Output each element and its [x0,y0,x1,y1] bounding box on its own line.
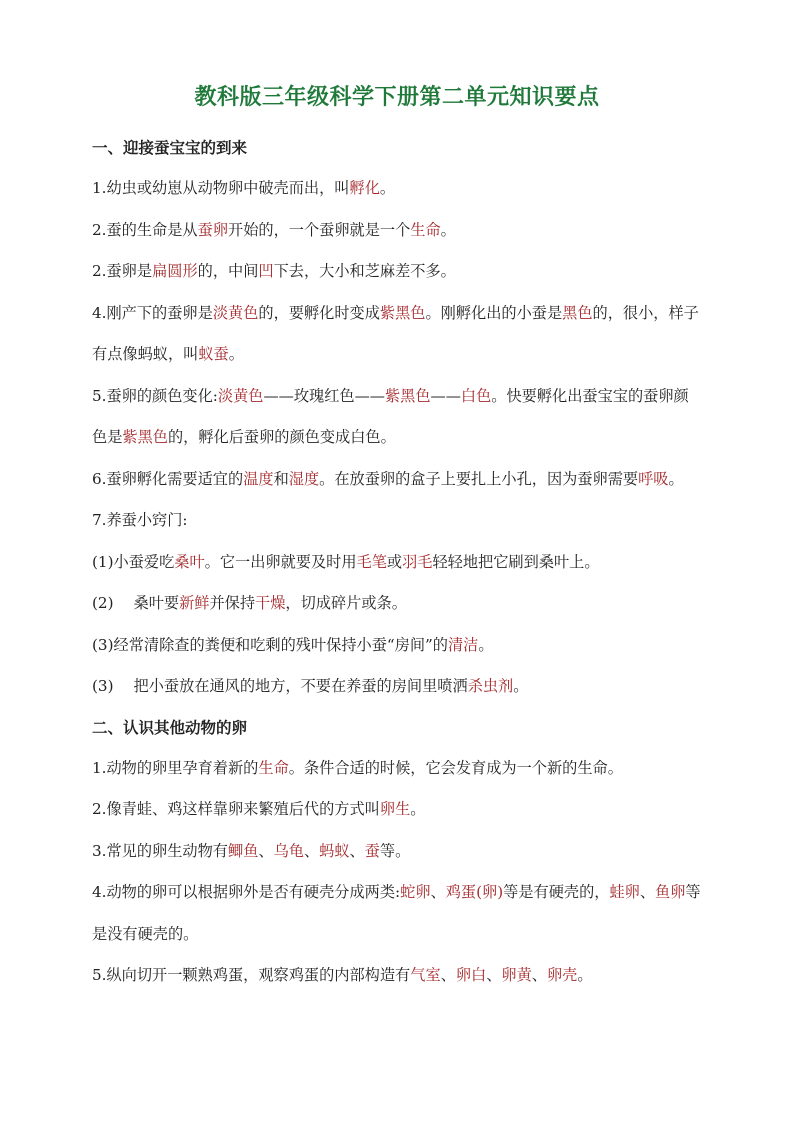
text-segment: 、 [440,966,456,984]
text-segment: 和 [273,469,289,488]
text-segment: 。 [478,635,494,654]
highlighted-term: 干燥 [255,594,286,612]
text-segment: 。 [577,966,593,984]
text-segment: 、 [486,966,502,984]
highlighted-term: 卵生 [379,800,411,818]
paragraph [92,748,702,790]
highlighted-term: 卵黄 [501,966,532,984]
highlighted-term: 蚕卵 [197,220,228,239]
highlighted-term: 蚁蚕 [198,345,229,363]
paragraph [92,789,702,831]
text-segment: 等。 [379,841,411,860]
highlighted-term: 卵壳 [546,966,578,984]
text-segment: 。它一出卵就要及时用 [204,552,357,571]
text-segment: 5.蚕卵的颜色变化: [92,386,218,405]
text-segment: 。 [440,220,456,239]
text-segment: 、 [349,841,365,860]
highlighted-term: 黑色 [562,303,593,322]
text-segment: 2.像青蛙、鸡这样靠卵来繁殖后代的方式叫 [92,800,380,818]
text-segment: 。 [379,179,396,197]
section-heading: 二、认识其他动物的卵 [92,718,248,737]
paragraph [92,831,702,873]
paragraph [92,872,702,955]
highlighted-term: 新鲜 [179,594,210,612]
text-segment: 。条件合适的时候，它会发育成为一个新的生命。 [288,758,623,777]
text-segment: 、 [430,883,446,901]
text-segment: 。刚孵化出的小蚕是 [425,303,563,322]
text-segment: —— [430,386,461,405]
text-segment: 。 [513,677,529,695]
text-segment: 。 [228,345,244,363]
highlighted-term: 蚕 [364,841,380,860]
highlighted-term: 羽毛 [402,552,433,571]
text-segment: (3) 把小蚕放在通风的地方，不要在养蚕的房间里喷洒 [92,677,468,695]
text-segment: 。 [410,800,426,818]
text-segment: 6.蚕卵孵化需要适宜的 [92,469,244,488]
highlighted-term: 湿度 [288,469,320,488]
highlighted-term: 鸡蛋(卵) [445,883,504,901]
highlighted-term: 白色 [460,386,492,405]
text-segment: 。 [668,469,684,488]
highlighted-term: 蛇卵 [400,883,431,901]
text-segment: ，切成碎片或条。 [285,594,407,612]
highlighted-term: 蚂蚁 [319,841,350,860]
text-segment: 或 [386,552,403,571]
paragraph [92,251,702,293]
text-segment: 1.动物的卵里孕育着新的 [92,758,259,777]
paragraph [92,500,702,542]
text-segment: 等是有硬壳的， [503,883,610,901]
text-segment: (1)小蚕爱吃 [92,552,175,571]
text-segment: 4.刚产下的蚕卵是 [92,303,213,322]
highlighted-term: 毛笔 [356,552,387,571]
paragraph [92,625,702,667]
paragraph [92,168,702,210]
text-segment: (2) 桑叶要 [92,594,180,612]
highlighted-term: 紫黑色 [379,303,426,322]
text-segment: 。快要孵化出蚕宝宝的蚕卵颜色是 [92,386,689,446]
highlighted-term: 淡黄色 [212,303,259,322]
paragraph [92,666,702,708]
text-segment: 、 [639,883,656,901]
text-segment: 、 [303,841,320,860]
text-segment: 5.纵向切开一颗熟鸡蛋，观察鸡蛋的内部构造有 [92,966,411,984]
paragraph [92,542,702,584]
text-segment: 、 [531,966,547,984]
highlighted-term: 蛙卵 [609,883,640,901]
text-segment: 的，孵化后蚕卵的颜色变成白色。 [167,428,396,446]
text-segment: 3.常见的卵生动物有 [92,841,228,860]
highlighted-term: 鱼卵 [655,883,686,901]
section-heading: 一、迎接蚕宝宝的到来 [92,139,248,157]
text-segment: 4.动物的卵可以根据卵外是否有硬壳分成两类: [92,883,401,901]
paragraph [92,376,702,459]
text-segment: ——玫瑰红色—— [263,386,385,405]
highlighted-term: 生命 [410,220,441,239]
highlighted-term: 淡黄色 [217,386,264,405]
highlighted-term: 杀虫剂 [467,677,514,695]
highlighted-term: 清洁 [447,635,479,654]
highlighted-term: 鲫鱼 [228,841,259,860]
paragraph [92,293,702,376]
text-segment: 并保持 [209,594,256,612]
text-segment: 的，中间 [197,262,259,280]
text-segment: 1.幼虫或幼崽从动物卵中破壳而出，叫 [92,179,350,197]
text-segment: 等是没有硬壳的。 [92,883,701,943]
text-segment: 的，很小，样子有点像蚂蚁，叫 [92,303,699,363]
text-segment: 的，要孵化时变成 [258,303,380,322]
highlighted-term: 凹 [258,262,274,280]
highlighted-term: 卵白 [455,966,487,984]
page-title: 教科版三年级科学下册第二单元知识要点 [194,84,600,110]
highlighted-term: 气室 [410,966,441,984]
highlighted-term: 桑叶 [174,552,205,571]
highlighted-term: 扁圆形 [152,262,198,280]
highlighted-term: 紫黑色 [384,386,431,405]
text-segment: 2.蚕的生命是从 [92,220,198,239]
highlighted-term: 温度 [243,469,274,488]
text-segment: 。在放蚕卵的盒子上要扎上小孔，因为蚕卵需要 [319,469,639,488]
paragraph [92,459,702,501]
highlighted-term: 乌龟 [273,841,304,860]
text-segment: 7.养蚕小窍门: [92,511,188,529]
highlighted-term: 呼吸 [638,469,669,488]
text-segment: 2.蚕卵是 [92,262,153,280]
highlighted-term: 紫黑色 [122,428,168,446]
paragraph [92,583,702,625]
highlighted-term: 孵化 [349,179,380,197]
text-segment: 轻轻地把它刷到桑叶上。 [432,552,600,571]
paragraph [92,210,702,252]
document-body [92,128,702,997]
text-segment: 开始的，一个蚕卵就是一个 [228,220,411,239]
text-segment: (3)经常清除查的粪便和吃剩的残叶保持小蚕“房间”的 [92,635,448,654]
text-segment: 下去，大小和芝麻差不多。 [273,262,456,280]
highlighted-term: 生命 [258,758,289,777]
paragraph [92,955,702,997]
text-segment: 、 [258,841,274,860]
